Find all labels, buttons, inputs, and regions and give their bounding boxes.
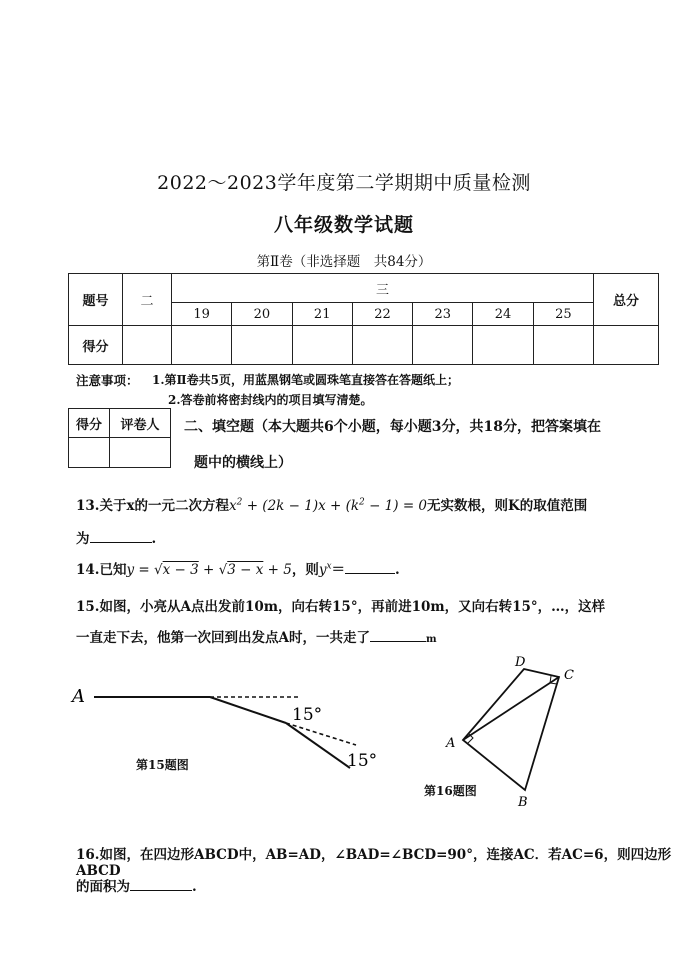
score-table <box>68 273 659 365</box>
score-cell <box>352 326 412 365</box>
question-16-continued: 的面积为 . <box>76 879 197 895</box>
question-number-cell: 23 <box>413 303 473 326</box>
q14-mid: ，则 <box>291 562 319 578</box>
grader-name-cell <box>110 438 171 468</box>
part-title: 第Ⅱ卷（非选择题 共84分） <box>256 254 432 270</box>
fig16-diagonal-ac <box>463 677 559 740</box>
answer-blank[interactable] <box>345 561 395 574</box>
section-two-header: 二 <box>123 274 172 326</box>
q14-equals: ＝ <box>331 562 346 578</box>
total-header: 总分 <box>594 274 659 326</box>
fig16-point-d: D <box>515 655 526 670</box>
q16-line2-text: 的面积为 <box>76 879 130 895</box>
score-cell <box>123 326 172 365</box>
fig15-segment-3 <box>286 723 350 768</box>
exam-subtitle: 八年级数学试题 <box>273 214 414 236</box>
question-number-cell: 21 <box>292 303 352 326</box>
question-13 <box>76 494 587 514</box>
score-cell <box>292 326 352 365</box>
question-14: 14.已知y = √x − 3 + √3 − x + 5，则$y^x=$ . <box>76 561 400 578</box>
q15-line2-text: 一直走下去，他第一次回到出发点A时，一共走了 <box>76 630 370 646</box>
grader-name-label: 评卷人 <box>110 409 171 438</box>
fig15-dashed-extension-2 <box>286 723 356 745</box>
section-heading-continued: 题中的横线上） <box>194 455 292 471</box>
answer-blank[interactable] <box>370 629 426 642</box>
notice-item: 1.第Ⅱ卷共5页，用蓝黑钢笔或圆珠笔直接答在答题纸上； <box>152 373 459 387</box>
fig15-point-a: A <box>72 686 85 707</box>
figure-15 <box>60 660 420 790</box>
score-cell <box>533 326 593 365</box>
score-cell <box>413 326 473 365</box>
fig15-angle-label: 15° <box>347 751 378 771</box>
question-number-cell: 22 <box>352 303 412 326</box>
fig15-angle-label: 15° <box>292 705 323 725</box>
section-three-header: 三 <box>172 274 594 303</box>
score-row-label: 得分 <box>69 326 123 365</box>
question-number-cell: 25 <box>533 303 593 326</box>
q13-equation: $x^2 + (2k - 1)x + (k^2 - 1) = 0$ <box>229 497 428 514</box>
fig16-point-a: A <box>446 736 456 751</box>
section-heading: 二、填空题（本大题共6个小题，每小题3分，共18分，把答案填在 <box>184 419 601 435</box>
fig15-segment-2 <box>210 697 286 723</box>
notice-item: 2.答卷前将密封线内的项目填写清楚。 <box>168 393 373 407</box>
score-cell <box>232 326 292 365</box>
question-15-continued <box>76 626 437 646</box>
q13-suffix: 无实数根，则K的取值范围 <box>427 498 588 514</box>
question-15: 15.如图，小亮从A点出发前10m，向右转15°，再前进10m，又向右转15°，…，这样 <box>76 599 606 615</box>
grader-score-label: 得分 <box>69 409 110 438</box>
score-cell <box>594 326 659 365</box>
q14-equation: y = √x − 3 + √3 − x + 5 <box>126 562 292 578</box>
q15-unit: m <box>425 634 437 645</box>
q13-line2-text: 为 <box>76 531 90 547</box>
figure-15-caption: 第15题图 <box>136 758 189 772</box>
grader-table <box>68 408 171 468</box>
fig16-point-c: C <box>564 668 574 683</box>
q13-prefix: 13.关于x的一元二次方程 <box>76 498 230 514</box>
question-number-cell: 20 <box>232 303 292 326</box>
q14-prefix: 14.已知 <box>76 562 127 578</box>
question-number-label: 题号 <box>69 274 123 326</box>
score-cell <box>172 326 232 365</box>
figure-16-caption: 第16题图 <box>424 784 477 798</box>
notice-label: 注意事项： <box>76 373 139 388</box>
answer-blank[interactable] <box>130 878 192 891</box>
question-16: 16.如图，在四边形ABCD中，AB=AD，∠BAD=∠BCD=90°，连接AC．若AC=6，则四边形ABCD <box>76 847 672 879</box>
score-cell <box>473 326 533 365</box>
answer-blank[interactable] <box>90 530 152 543</box>
question-number-cell: 19 <box>172 303 232 326</box>
fig16-point-b: B <box>518 795 528 810</box>
question-number-cell: 24 <box>473 303 533 326</box>
exam-title: 2022～2023学年度第二学期期中质量检测 <box>157 172 531 194</box>
grader-score-cell <box>69 438 110 468</box>
q14-expression: $y^x$ <box>318 561 332 578</box>
question-13-answer: 为 . <box>76 531 157 547</box>
